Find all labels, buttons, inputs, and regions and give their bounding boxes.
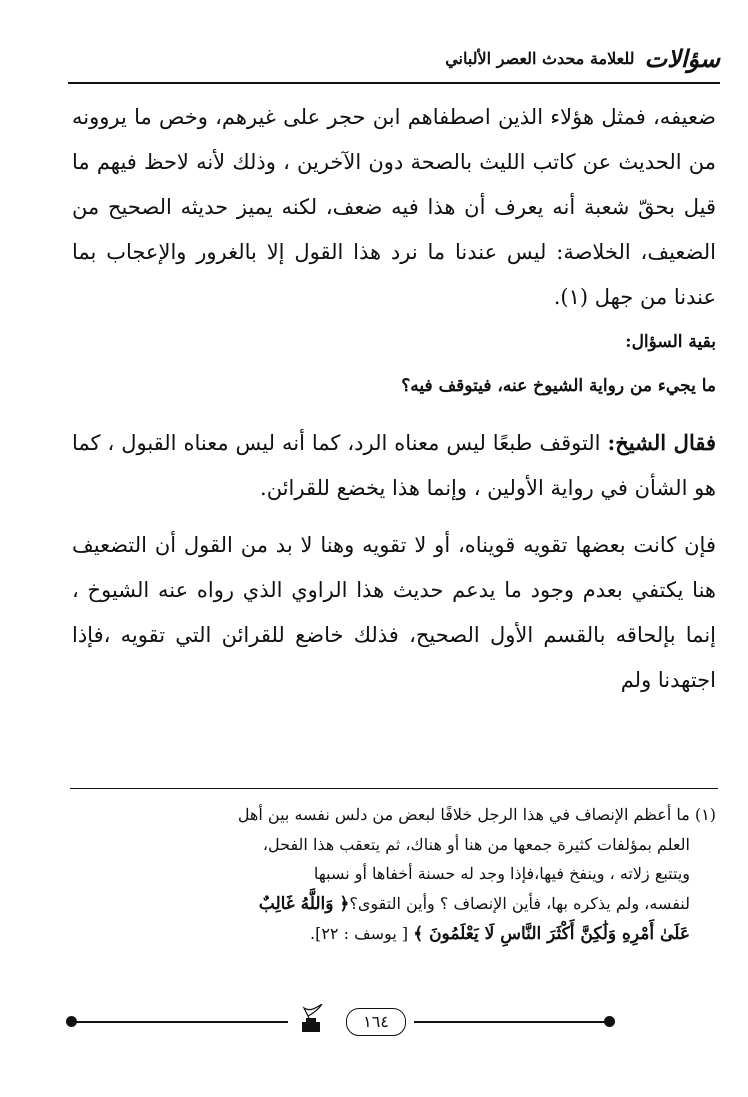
footnotes	[72, 800, 716, 950]
footnote-line-3: ويتتبع زلاته ، وينفخ فيها،فإذا وجد له حسنة أخفاها أو نسبها	[313, 864, 690, 883]
main-text	[72, 95, 716, 703]
answer-text: التوقف طبعًا ليس معناه الرد، كما أنه ليس معناه القبول ، كما هو الشأن في رواية الأولين ، وإنما هذا يخضع للقرائن.	[72, 431, 716, 500]
subheading-question: ما يجيء من رواية الشيوخ عنه، فيتوقف فيه؟	[401, 376, 716, 396]
spacer	[72, 511, 716, 523]
header-rule	[68, 82, 720, 84]
page-footer	[0, 1008, 748, 1038]
book-title: للعلامة محدث العصر الألباني	[445, 48, 635, 68]
subheading-remaining-question: بقية السؤال:	[625, 332, 716, 352]
footer-rule-right	[414, 1021, 610, 1023]
footnote-line-4	[72, 889, 716, 920]
quran-verse-end: عَلَىٰ أَمْرِهِ وَلَٰكِنَّ أَكْثَرَ النَّاسِ لَا يَعْلَمُونَ ﴾	[413, 924, 690, 944]
paragraph-answer	[72, 420, 716, 511]
footer-rule-left	[74, 1021, 288, 1023]
quran-verse-start: ﴿ وَاللَّهُ غَالِبٌ	[258, 893, 350, 914]
footer-dot-right	[604, 1016, 615, 1027]
footnote-line-1: (١) ما أعظم الإنصاف في هذا الرجل خلافًا لبعض من دلس نفسه بين أهل	[237, 805, 716, 824]
verse-reference: [ يوسف : ٢٢].	[310, 924, 414, 943]
answer-lead: فقال الشيخ:	[607, 430, 716, 455]
footnote-line-5	[72, 919, 716, 950]
running-header	[330, 38, 720, 78]
series-title: سؤالات	[644, 43, 720, 73]
page-number: ١٦٤	[346, 1008, 406, 1036]
footnote-line-4-text: لنفسه، ولم يذكره بها، فأين الإنصاف ؟ وأين التقوى؟	[349, 893, 690, 913]
footnote-line-2: العلم بمؤلفات كثيرة جمعها من هنا أو هناك، ثم يتعقب هذا الفحل،	[262, 834, 690, 854]
footnote-rule	[70, 788, 718, 789]
inkwell-quill-icon	[298, 1004, 324, 1034]
paragraph-3: فإن كانت بعضها تقويه قويناه، أو لا تقويه وهنا لا بد من القول أن التضعيف هنا يكتفي بعدم وجود ما يدعم حديث هذا الراوي الذي رواه عنه الشيوخ ، إنما بإلحاقه بالقسم الأول الصحيح، فذلك خاضع للقرائن التي تقويه ،فإذا اجتهدنا ولم	[72, 533, 716, 692]
spacer	[72, 408, 716, 420]
paragraph-1: ضعيفه، فمثل هؤلاء الذين اصطفاهم ابن حجر على غيرهم، وخص ما يروونه من الحديث عن كاتب الليث بالصحة دون الآخرين ، وذلك لأنه لاحظ فيهم ما قيل بحقّ شعبة أنه يعرف أن هذا فيه ضعف، لكنه يميز حديثه الصحيح من الضعيف، الخلاصة: ليس عندنا ما نرد هذا القول إلا بالغرور والإعجاب بما عندنا من جهل (١).	[72, 105, 716, 309]
